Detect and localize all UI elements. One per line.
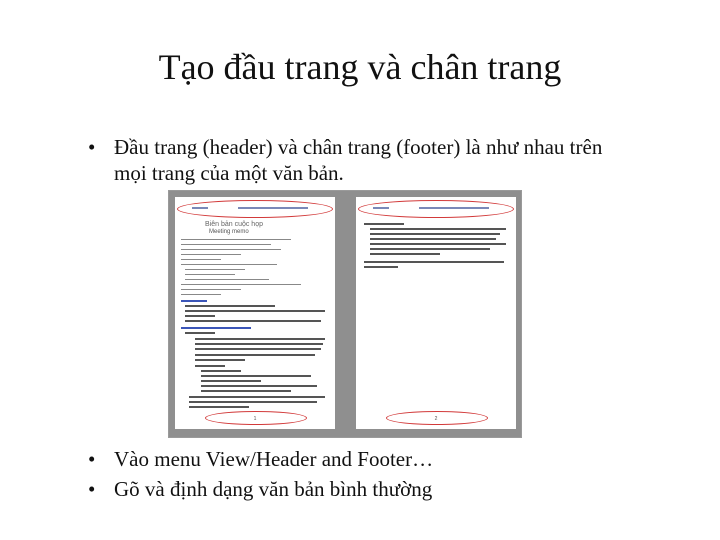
bullet-item-view-menu <box>88 446 588 474</box>
page-heading: Biên bản cuộc họp <box>205 221 263 228</box>
bullet-text: Gõ và định dạng văn bản bình thường <box>114 477 433 501</box>
bullet-text-line2: mọi trang của một văn bản. <box>114 161 344 185</box>
bullet-text: Vào menu View/Header and Footer… <box>114 447 434 471</box>
page-number: 2 <box>434 416 438 422</box>
document-page-1 <box>175 197 335 429</box>
bullet-item-format-text <box>88 476 588 504</box>
bullet-text-line1: Đầu trang (header) và chân trang (footer) là như nhau trên <box>114 135 603 159</box>
document-screenshot <box>168 190 522 438</box>
bullet-marker: • <box>88 135 96 159</box>
bullet-marker: • <box>88 477 96 501</box>
document-page-2 <box>356 197 516 429</box>
page-number: 1 <box>253 416 257 422</box>
header-highlight <box>358 200 514 218</box>
slide-title: Tạo đầu trang và chân trang <box>158 47 562 87</box>
header-highlight <box>177 200 333 218</box>
bullet-item-header-footer <box>88 134 688 190</box>
page-subheading: Meeting memo <box>209 229 249 235</box>
bullet-marker: • <box>88 447 96 471</box>
